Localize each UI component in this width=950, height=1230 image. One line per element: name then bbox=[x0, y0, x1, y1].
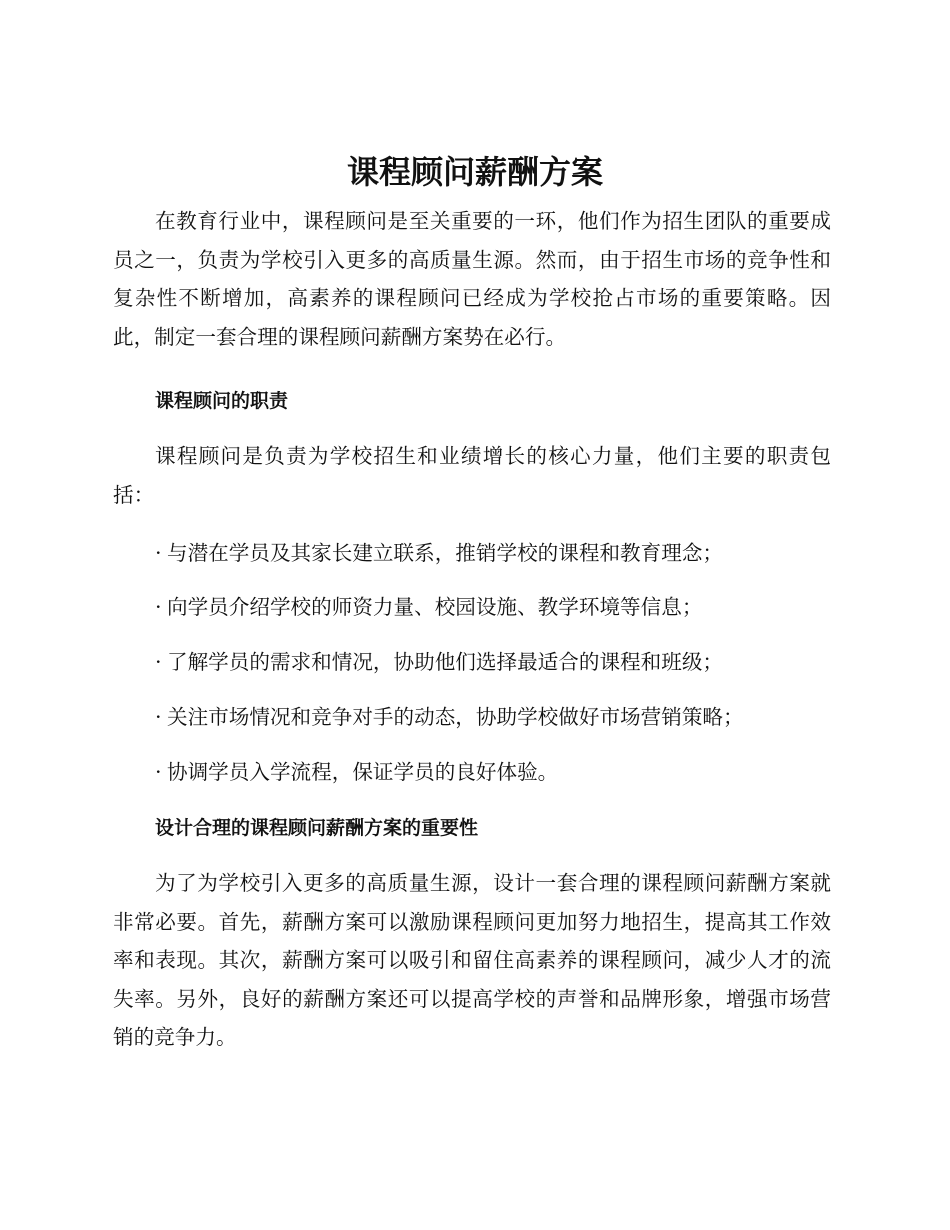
duty-list-item bbox=[155, 538, 723, 568]
bullet-marker: · bbox=[155, 705, 162, 729]
section-heading-importance: 设计合理的课程顾问薪酬方案的重要性 bbox=[155, 817, 479, 839]
duty-list-item bbox=[155, 757, 558, 787]
duty-list-item bbox=[155, 647, 723, 677]
importance-paragraph: 为了为学校引入更多的高质量生源，设计一套合理的课程顾问薪酬方案就非常必要。首先，薪酬方案可以激励课程顾问更加努力地招生，提高其工作效率和表现。其次，薪酬方案可以吸引和留住高素养的课程顾问，减少人才的流失率。另外，良好的薪酬方案还可以提高学校的声誉和品牌形象，增强市场营销的竞争力。 bbox=[113, 871, 831, 1049]
duty-list-item bbox=[155, 592, 702, 622]
bullet-marker: · bbox=[155, 541, 162, 565]
bullet-marker: · bbox=[155, 595, 162, 619]
intro-paragraph: 在教育行业中，课程顾问是至关重要的一环，他们作为招生团队的重要成员之一，负责为学校引入更多的高质量生源。然而，由于招生市场的竞争性和复杂性不断增加，高素养的课程顾问已经成为学校抢占市场的重要策略。因此，制定一套合理的课程顾问薪酬方案势在必行。 bbox=[113, 209, 831, 349]
section-heading-duties: 课程顾问的职责 bbox=[155, 390, 289, 412]
document-title: 课程顾问薪酬方案 bbox=[346, 153, 603, 191]
duty-list-item-text: 与潜在学员及其家长建立联系，推销学校的课程和教育理念； bbox=[167, 541, 724, 565]
bullet-marker: · bbox=[155, 760, 162, 784]
duty-list-item-text: 向学员介绍学校的师资力量、校园设施、教学环境等信息； bbox=[167, 595, 703, 619]
duty-list-item-text: 关注市场情况和竞争对手的动态，协助学校做好市场营销策略； bbox=[167, 705, 744, 729]
duty-list-item-text: 了解学员的需求和情况，协助他们选择最适合的课程和班级； bbox=[167, 650, 724, 674]
duty-list-item-text: 协调学员入学流程，保证学员的良好体验。 bbox=[167, 760, 559, 784]
duties-lead-paragraph: 课程顾问是负责为学校招生和业绩增长的核心力量，他们主要的职责包括： bbox=[113, 444, 831, 507]
duty-list-item bbox=[155, 702, 744, 732]
bullet-marker: · bbox=[155, 650, 162, 674]
